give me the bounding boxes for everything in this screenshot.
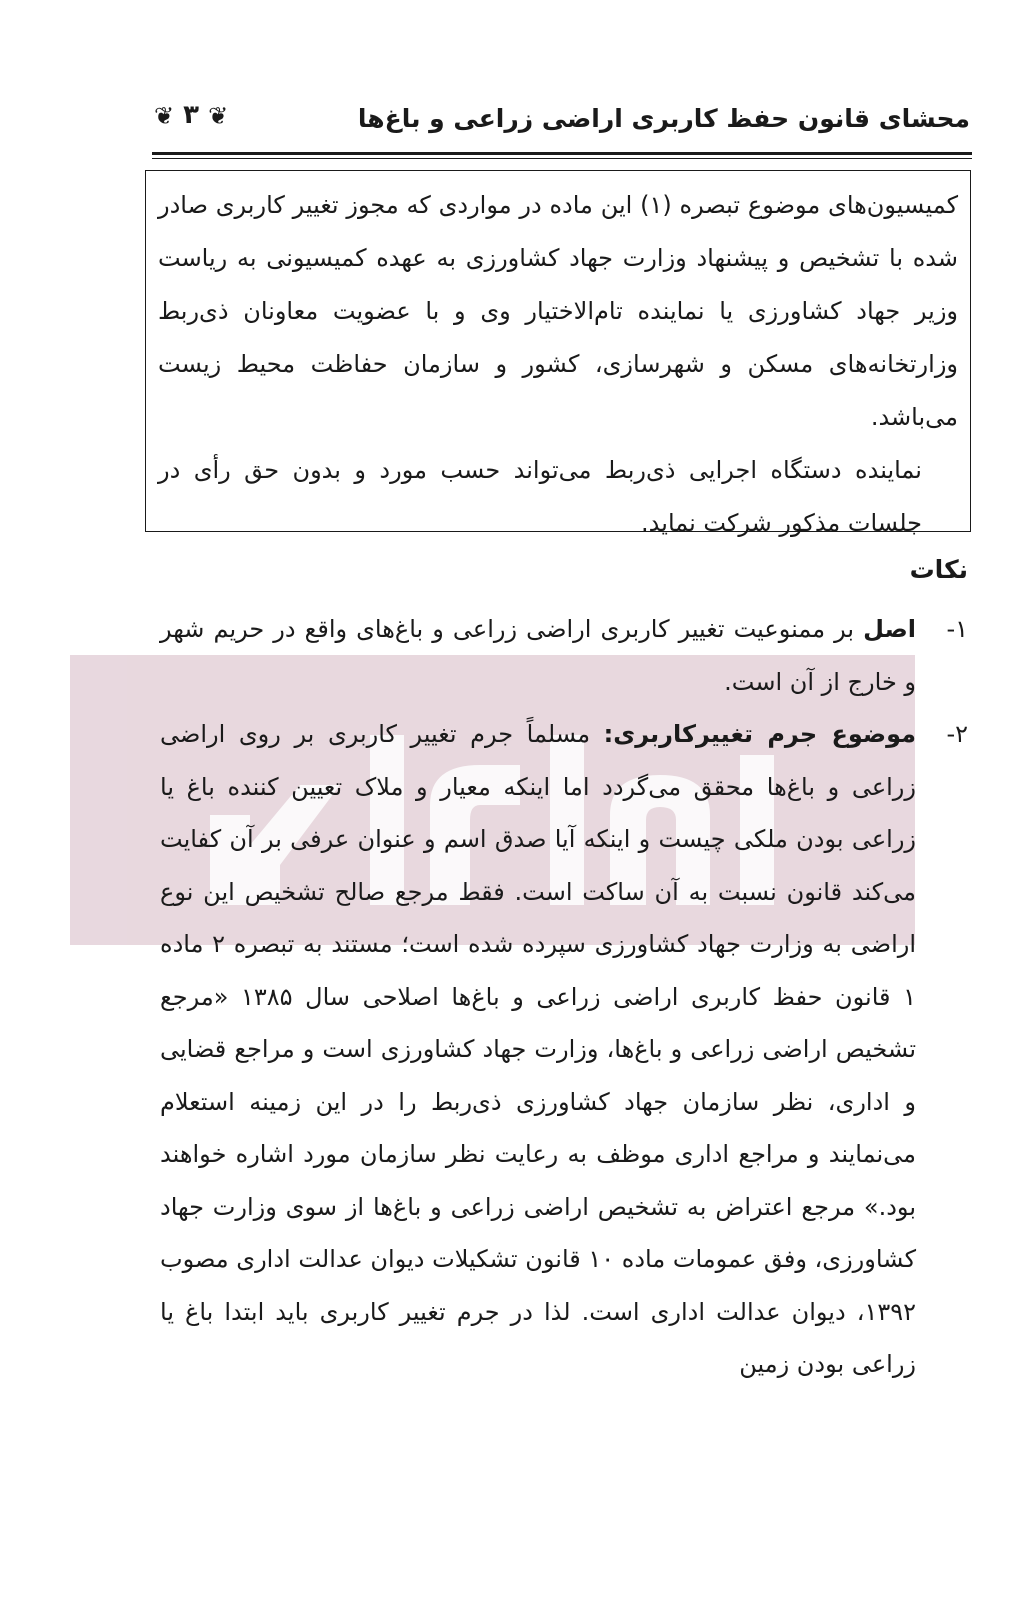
law-text-box	[145, 170, 971, 537]
header-divider	[152, 152, 972, 155]
notes-list	[160, 603, 968, 1391]
header-divider-thin	[152, 158, 972, 159]
note-text: مسلماً جرم تغییر کاربری بر روی اراضی زراعی و باغ‌ها محقق می‌گردد اما اینکه معیار و ملاک تعیین کننده باغ یا زراعی بودن ملکی چیست و اینکه آیا صدق اسم و عنوان عرفی بر آن کفایت می‌کند قانون نسبت به آن ساکت است. فقط مرجع صالح تشخیص این نوع اراضی به وزارت جهاد کشاورزی سپرده شده است؛ مستند به تبصره ۲ ماده ۱ قانون حفظ کاربری اراضی زراعی و باغ‌ها اصلاحی سال ۱۳۸۵ «مرجع تشخیص اراضی زراعی و باغ‌ها، وزارت جهاد کشاورزی است و مراجع قضایی و اداری، نظر سازمان جهاد کشاورزی ذی‌ربط را در این زمینه استعلام می‌نمایند و مراجع اداری موظف به رعایت نظر سازمان مورد اشاره خواهند بود.» مرجع اعتراض به تشخیص اراضی زراعی و باغ‌ها از سوی وزارت جهاد کشاورزی، وفق عمومات ماده ۱۰ قانون تشکیلات دیوان عدالت اداری مصوب ۱۳۹۲، دیوان عدالت اداری است. لذا در جرم تغییر کاربری باید ابتدا باغ یا زراعی بودن زمین	[160, 720, 917, 1378]
law-paragraph: نماینده دستگاه اجرایی ذی‌ربط می‌تواند حسب مورد و بدون حق رأی در جلسات مذکور شرکت نماید.	[158, 456, 922, 537]
note-text: بر ممنوعیت تغییر کاربری اراضی زراعی و باغ‌های واقع در حریم شهر و خارج از آن است.	[160, 615, 916, 696]
note-number: ۱-	[946, 615, 968, 643]
ornament-left-icon: ❦	[154, 101, 175, 130]
note-lead: موضوع جرم تغییرکاربری:	[603, 720, 916, 748]
law-paragraph: کمیسیون‌های موضوع تبصره (۱) این ماده در مواردی که مجوز تغییر کاربری صادر شده با تشخیص و پیشنهاد وزارت جهاد کشاورزی به عهده کمیسیونی به ریاست وزیر جهاد کشاورزی یا نماینده تام‌الاختیار وی و با عضویت معاونان ذی‌ربط وزارتخانه‌های مسکن و شهرسازی، کشور و سازمان حفاظت محیط زیست می‌باشد.	[158, 191, 959, 431]
note-lead: اصل	[863, 615, 916, 643]
ornament-right-icon: ❦	[208, 101, 229, 130]
notes-heading: نکات	[909, 555, 968, 584]
page-number-block	[154, 100, 228, 130]
page-number: ۳	[183, 100, 200, 130]
running-header	[150, 98, 970, 148]
header-title: محشای قانون حفظ کاربری اراضی زراعی و باغ‌ها	[357, 104, 970, 133]
note-item	[160, 603, 968, 708]
note-number: ۲-	[946, 720, 968, 748]
note-item	[160, 708, 968, 1391]
